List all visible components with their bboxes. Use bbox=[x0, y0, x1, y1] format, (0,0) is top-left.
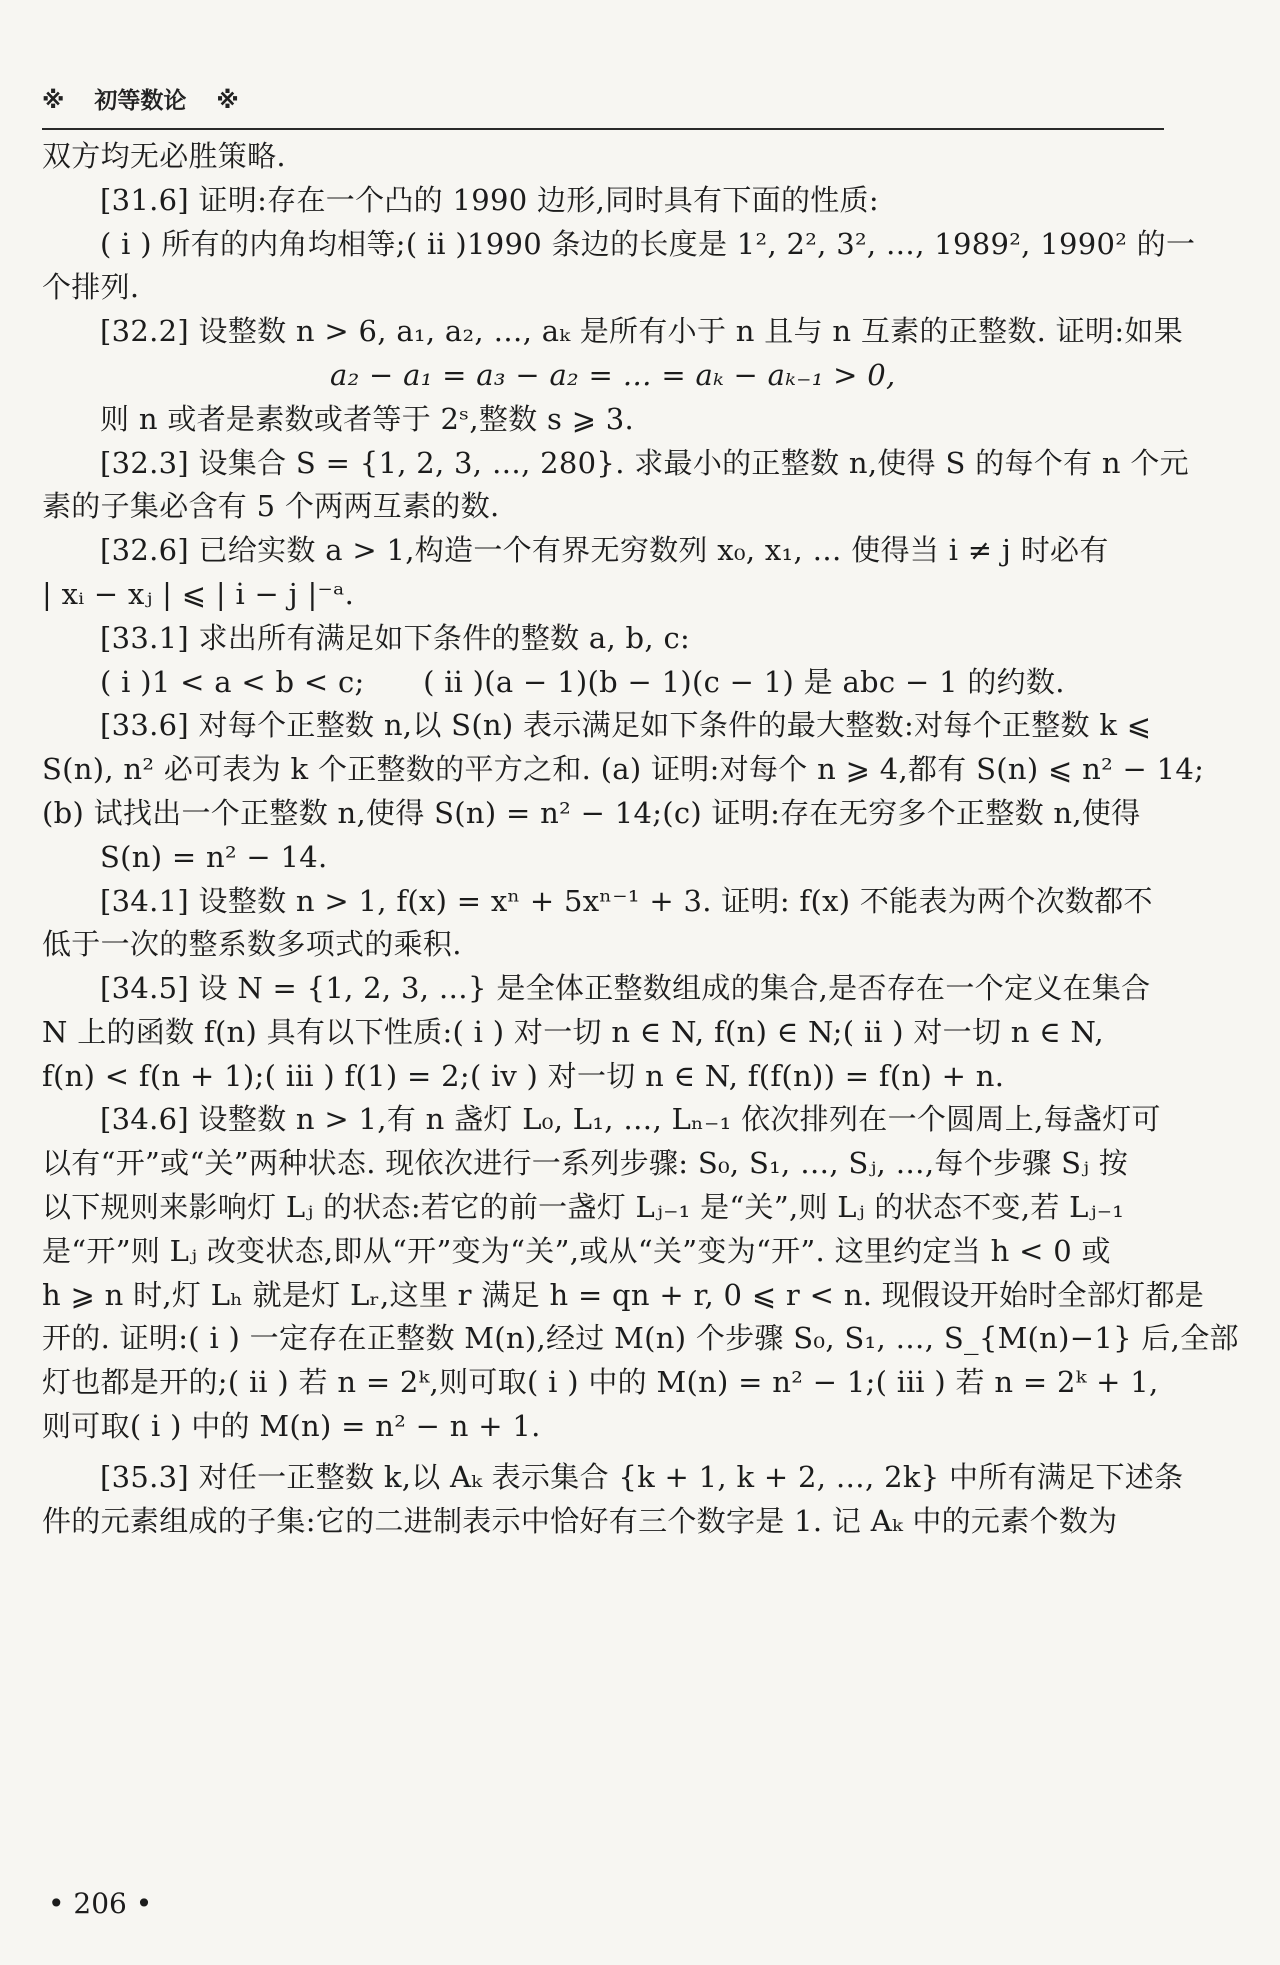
problem-34-5: [34.5] 设 N = {1, 2, 3, …} 是全体正整数组成的集合,是否存在一个定义在集合 bbox=[100, 971, 1151, 1005]
text-line: 则可取( ⅰ ) 中的 M(n) = n² − n + 1. bbox=[42, 1409, 541, 1443]
text-line: 是“开”则 Lⱼ 改变状态,即从“开”变为“关”,或从“关”变为“开”. 这里约定当 h < 0 或 bbox=[42, 1234, 1111, 1268]
header-rule bbox=[42, 128, 1164, 130]
text-line: ( ⅰ ) 所有的内角均相等;( ⅱ )1990 条边的长度是 1², 2², 3², …, 1989², 1990² 的一 bbox=[100, 227, 1196, 261]
problem-32-6: [32.6] 已给实数 a > 1,构造一个有界无穷数列 x₀, x₁, … 使得当 i ≠ j 时必有 bbox=[100, 533, 1109, 567]
problem-35-3: [35.3] 对任一正整数 k,以 Aₖ 表示集合 {k + 1, k + 2, …, 2k} 中所有满足下述条 bbox=[100, 1460, 1184, 1494]
header-title: 初等数论 bbox=[94, 88, 187, 114]
problem-34-1: [34.1] 设整数 n > 1, f(x) = xⁿ + 5xⁿ⁻¹ + 3. 证明: f(x) 不能表为两个次数都不 bbox=[100, 884, 1153, 918]
text-line: 素的子集必含有 5 个两两互素的数. bbox=[42, 489, 500, 523]
problem-33-1: [33.1] 求出所有满足如下条件的整数 a, b, c: bbox=[100, 621, 691, 655]
text-line: 灯也都是开的;( ⅱ ) 若 n = 2ᵏ,则可取( ⅰ ) 中的 M(n) = n² − 1;( ⅲ ) 若 n = 2ᵏ + 1, bbox=[42, 1365, 1159, 1399]
text-line: N 上的函数 f(n) 具有以下性质:( ⅰ ) 对一切 n ∈ N, f(n) ∈ N;( ⅱ ) 对一切 n ∈ N, bbox=[42, 1015, 1104, 1049]
text-line: h ⩾ n 时,灯 Lₕ 就是灯 Lᵣ,这里 r 满足 h = qn + r, 0 ⩽ r < n. 现假设开始时全部灯都是 bbox=[42, 1278, 1205, 1312]
text-line: 开的. 证明:( ⅰ ) 一定存在正整数 M(n),经过 M(n) 个步骤 S₀, S₁, …, S_{M(n)−1} 后,全部 bbox=[42, 1321, 1239, 1355]
text-line: f(n) < f(n + 1);( ⅲ ) f(1) = 2;( ⅳ ) 对一切 n ∈ N, f(f(n)) = f(n) + n. bbox=[42, 1059, 1005, 1093]
problem-33-6: [33.6] 对每个正整数 n,以 S(n) 表示满足如下条件的最大整数:对每个正整数 k ⩽ bbox=[100, 708, 1152, 742]
problem-31-6: [31.6] 证明:存在一个凸的 1990 边形,同时具有下面的性质: bbox=[100, 183, 879, 217]
text-line: 则 n 或者是素数或者等于 2ˢ,整数 s ⩾ 3. bbox=[100, 402, 635, 436]
text-line: | xᵢ − xⱼ | ⩽ | i − j |⁻ᵃ. bbox=[42, 577, 355, 611]
header-mark-left: ※ bbox=[42, 88, 65, 114]
text-line: S(n) = n² − 14. bbox=[100, 840, 328, 874]
text-line: 件的元素组成的子集:它的二进制表示中恰好有三个数字是 1. 记 Aₖ 中的元素个数为 bbox=[42, 1504, 1118, 1538]
text-line: 个排列. bbox=[42, 270, 140, 304]
text-line: (b) 试找出一个正整数 n,使得 S(n) = n² − 14;(c) 证明:存在无穷多个正整数 n,使得 bbox=[42, 796, 1141, 830]
problem-34-6: [34.6] 设整数 n > 1,有 n 盏灯 L₀, L₁, …, Lₙ₋₁ 依次排列在一个圆周上,每盏灯可 bbox=[100, 1102, 1161, 1136]
text-line: S(n), n² 必可表为 k 个正整数的平方之和. (a) 证明:对每个 n ⩾ 4,都有 S(n) ⩽ n² − 14; bbox=[42, 752, 1205, 786]
header-mark-right: ※ bbox=[216, 88, 239, 114]
page-number: • 206 • bbox=[48, 1887, 153, 1920]
problem-32-2: [32.2] 设整数 n > 6, a₁, a₂, …, aₖ 是所有小于 n 且与 n 互素的正整数. 证明:如果 bbox=[100, 314, 1183, 348]
text-line: 以有“开”或“关”两种状态. 现依次进行一系列步骤: S₀, S₁, …, Sⱼ, …,每个步骤 Sⱼ 按 bbox=[42, 1146, 1129, 1180]
text-line: 双方均无必胜策略. bbox=[42, 139, 286, 173]
text-line: 低于一次的整系数多项式的乘积. bbox=[42, 927, 462, 961]
running-header bbox=[42, 82, 1164, 126]
text-line: ( ⅰ )1 < a < b < c; ( ⅱ )(a − 1)(b − 1)(c − 1) 是 abc − 1 的约数. bbox=[100, 665, 1065, 699]
text-line: 以下规则来影响灯 Lⱼ 的状态:若它的前一盏灯 Lⱼ₋₁ 是“关”,则 Lⱼ 的状态不变,若 Lⱼ₋₁ bbox=[42, 1190, 1125, 1224]
display-equation: a₂ − a₁ = a₃ − a₂ = … = aₖ − aₖ₋₁ > 0, bbox=[330, 358, 896, 392]
problem-32-3: [32.3] 设集合 S = {1, 2, 3, …, 280}. 求最小的正整数 n,使得 S 的每个有 n 个元 bbox=[100, 446, 1189, 480]
